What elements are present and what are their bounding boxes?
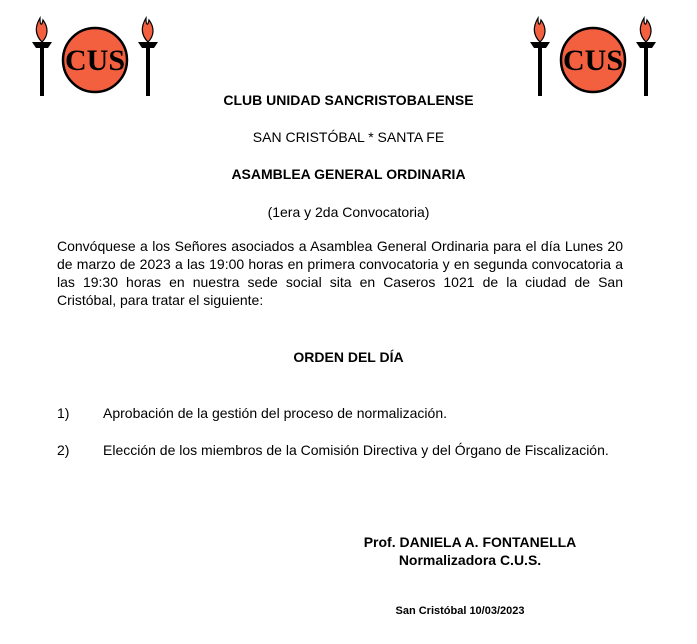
agenda-item-text: Aprobación de la gestión del proceso de normalización. xyxy=(103,405,447,421)
svg-text:CUS: CUS xyxy=(64,44,126,77)
convocation-paragraph: Convóquese a los Señores asociados a Asamblea General Ordinaria para el día Lunes 20 de marzo de 2023 a las 19:00 horas en primera convocatoria y en segunda convocatoria a las 19:30 horas en nuestra sede social sita en Caseros 1021 de la ciudad de San Cristóbal, para tratar el siguiente: xyxy=(57,238,623,308)
torch-right-icon xyxy=(636,18,656,96)
agenda-item xyxy=(57,441,623,459)
torch-right-icon xyxy=(138,18,158,96)
agenda-item-text: Elección de los miembros de la Comisión Directiva y del Órgano de Fiscalización. xyxy=(103,442,609,458)
torch-left-icon xyxy=(530,18,550,96)
club-location: SAN CRISTÓBAL * SANTA FE xyxy=(252,129,445,145)
torch-left-icon xyxy=(32,18,52,96)
assembly-title: ASAMBLEA GENERAL ORDINARIA xyxy=(231,166,466,182)
footer-date: San Cristóbal 10/03/2023 xyxy=(395,605,525,617)
cus-emblem-icon xyxy=(561,28,625,92)
signature-role: Normalizadora C.U.S. xyxy=(398,552,542,568)
signature-name: Prof. DANIELA A. FONTANELLA xyxy=(363,534,577,550)
agenda-title: ORDEN DEL DÍA xyxy=(293,349,404,365)
club-name: CLUB UNIDAD SANCRISTOBALENSE xyxy=(223,92,474,108)
agenda-item-number: 2) xyxy=(57,442,70,458)
convocation-subtitle: (1era y 2da Convocatoria) xyxy=(267,204,430,220)
svg-text:CUS: CUS xyxy=(562,44,624,77)
cus-emblem-icon xyxy=(63,28,127,92)
agenda-item xyxy=(57,404,623,422)
agenda-item-number: 1) xyxy=(57,405,70,421)
